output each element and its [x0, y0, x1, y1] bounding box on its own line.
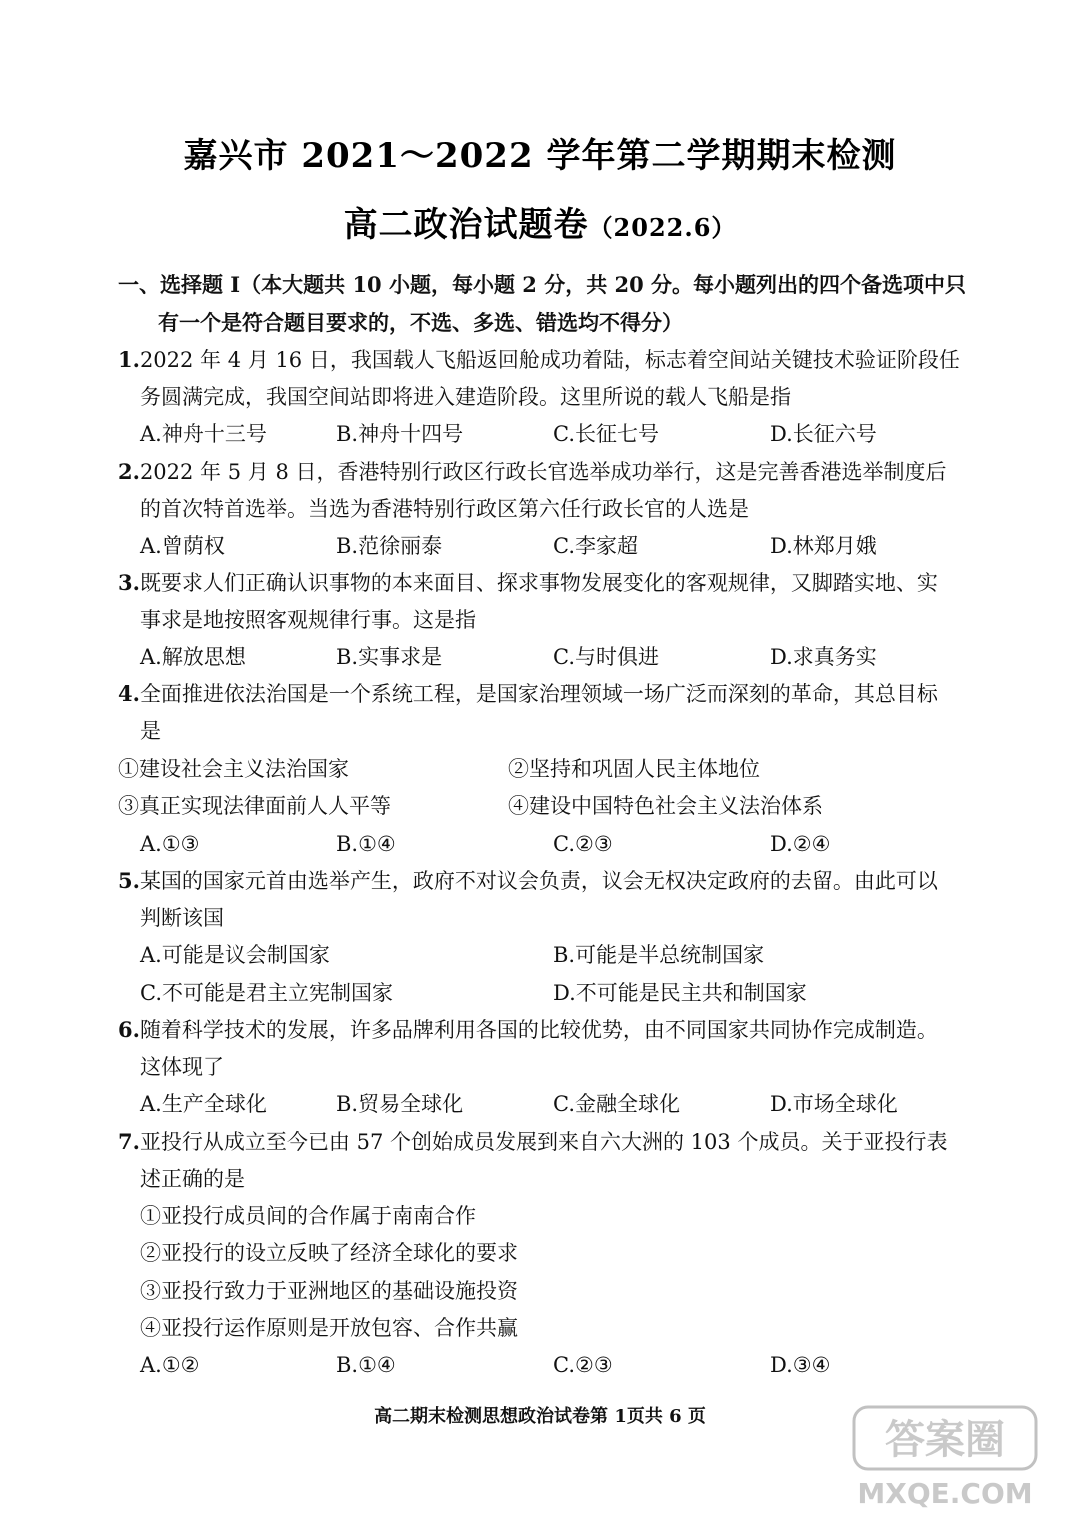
question-number: 2.: [118, 459, 140, 484]
q6-option-b[interactable]: B.贸易全球化: [336, 1092, 464, 1116]
exam-subtitle: [0, 197, 1080, 246]
q7-option-a[interactable]: A.①②: [140, 1353, 200, 1377]
q5-option-b[interactable]: B.可能是半总统制国家: [553, 943, 765, 967]
question-stem: 2022 年 4 月 16 日，我国载人飞船返回舱成功着陆，标志着空间站关键技术验证阶段任: [139, 348, 960, 372]
q4-option-b[interactable]: B.①④: [336, 832, 396, 856]
exam-title: 嘉兴市 2021～2022 学年第二学期期末检测: [183, 136, 897, 176]
section-heading-line1: 一、选择题 I（本大题共 10 小题，每小题 2 分，共 20 分。每小题列出的四个备选项中只: [118, 272, 967, 297]
question-5-line1: [118, 866, 938, 896]
q6-option-c[interactable]: C.金融全球化: [553, 1092, 680, 1116]
q5-option-c[interactable]: C.不可能是君主立宪制国家: [140, 981, 393, 1005]
question-3-line2: 事求是地按照客观规律行事。这是指: [140, 608, 476, 632]
q7-option-c[interactable]: C.②③: [553, 1353, 613, 1377]
question-3-line1: [118, 568, 938, 598]
q3-option-b[interactable]: B.实事求是: [336, 645, 443, 669]
q1-option-c[interactable]: C.长征七号: [553, 422, 659, 446]
question-1-line1: [118, 345, 960, 375]
q7-item-3: ③亚投行致力于亚洲地区的基础设施投资: [140, 1279, 518, 1303]
question-5-line2: 判断该国: [140, 906, 224, 930]
q2-option-c[interactable]: C.李家超: [553, 534, 638, 558]
q4-item-3: ③真正实现法律面前人人平等: [118, 794, 391, 818]
q6-option-a[interactable]: A.生产全球化: [140, 1092, 267, 1116]
q7-option-d[interactable]: D.③④: [770, 1353, 831, 1377]
q2-option-d[interactable]: D.林郑月娥: [770, 534, 877, 558]
question-7-line1: [118, 1127, 947, 1157]
question-number: 6.: [118, 1017, 140, 1042]
q7-item-4: ④亚投行运作原则是开放包容、合作共赢: [140, 1316, 518, 1340]
subtitle-date: （2022.6）: [588, 213, 737, 242]
question-1-line2: 务圆满完成，我国空间站即将进入建造阶段。这里所说的载人飞船是指: [140, 385, 791, 409]
q3-option-c[interactable]: C.与时俱进: [553, 645, 659, 669]
watermark-url: MXQE.COM: [857, 1477, 1033, 1510]
watermark-logo: [850, 1403, 1040, 1513]
q4-item-2: ②坚持和巩固人民主体地位: [508, 757, 760, 781]
question-4-line1: [118, 679, 938, 709]
q1-option-a[interactable]: A.神舟十三号: [140, 422, 267, 446]
q5-option-a[interactable]: A.可能是议会制国家: [140, 943, 330, 967]
question-stem: 亚投行从成立至今已由 57 个创始成员发展到来自六大洲的 103 个成员。关于亚投行表: [139, 1130, 948, 1154]
question-6-line1: [118, 1015, 938, 1045]
q1-option-d[interactable]: D.长征六号: [770, 422, 877, 446]
question-number: 4.: [118, 681, 140, 706]
question-2-line2: 的首次特首选举。当选为香港特别行政区第六任行政长官的人选是: [140, 497, 749, 521]
q4-option-d[interactable]: D.②④: [770, 832, 831, 856]
subtitle-text: 高二政治试题卷: [343, 205, 589, 245]
q4-option-c[interactable]: C.②③: [553, 832, 613, 856]
question-stem: 全面推进依法治国是一个系统工程，是国家治理领域一场广泛而深刻的革命，其总目标: [139, 682, 938, 706]
q4-item-1: ①建设社会主义法治国家: [118, 757, 349, 781]
q4-option-a[interactable]: A.①③: [140, 832, 200, 856]
q6-option-d[interactable]: D.市场全球化: [770, 1092, 898, 1116]
question-6-line2: 这体现了: [140, 1055, 224, 1079]
q2-option-a[interactable]: A.曾荫权: [140, 534, 225, 558]
question-stem: 2022 年 5 月 8 日，香港特别行政区行政长官选举成功举行，这是完善香港选举制度后: [139, 460, 947, 484]
question-number: 5.: [118, 868, 140, 893]
q5-option-d[interactable]: D.不可能是民主共和制国家: [553, 981, 807, 1005]
q3-option-d[interactable]: D.求真务实: [770, 645, 877, 669]
section-heading-line2: 有一个是符合题目要求的，不选、多选、错选均不得分）: [158, 310, 683, 335]
q1-option-b[interactable]: B.神舟十四号: [336, 422, 464, 446]
q7-item-1: ①亚投行成员间的合作属于南南合作: [140, 1204, 476, 1228]
q2-option-b[interactable]: B.范徐丽泰: [336, 534, 443, 558]
q3-option-a[interactable]: A.解放思想: [140, 645, 246, 669]
question-stem: 某国的国家元首由选举产生，政府不对议会负责，议会无权决定政府的去留。由此可以: [139, 869, 938, 893]
q4-item-4: ④建设中国特色社会主义法治体系: [508, 794, 823, 818]
question-stem: 随着科学技术的发展，许多品牌利用各国的比较优势，由不同国家共同协作完成制造。: [139, 1018, 938, 1042]
question-number: 7.: [118, 1129, 140, 1154]
page-footer: 高二期末检测思想政治试卷第 1页共 6 页: [374, 1406, 706, 1427]
question-number: 1.: [118, 347, 140, 372]
q7-item-2: ②亚投行的设立反映了经济全球化的要求: [140, 1241, 518, 1265]
question-number: 3.: [118, 570, 140, 595]
watermark-text: 答案圈: [885, 1417, 1005, 1463]
question-stem: 既要求人们正确认识事物的本来面目、探求事物发展变化的客观规律，又脚踏实地、实: [139, 571, 938, 595]
question-4-line2: 是: [140, 719, 161, 743]
q7-option-b[interactable]: B.①④: [336, 1353, 396, 1377]
question-2-line1: [118, 457, 946, 487]
question-7-line2: 述正确的是: [140, 1167, 245, 1191]
